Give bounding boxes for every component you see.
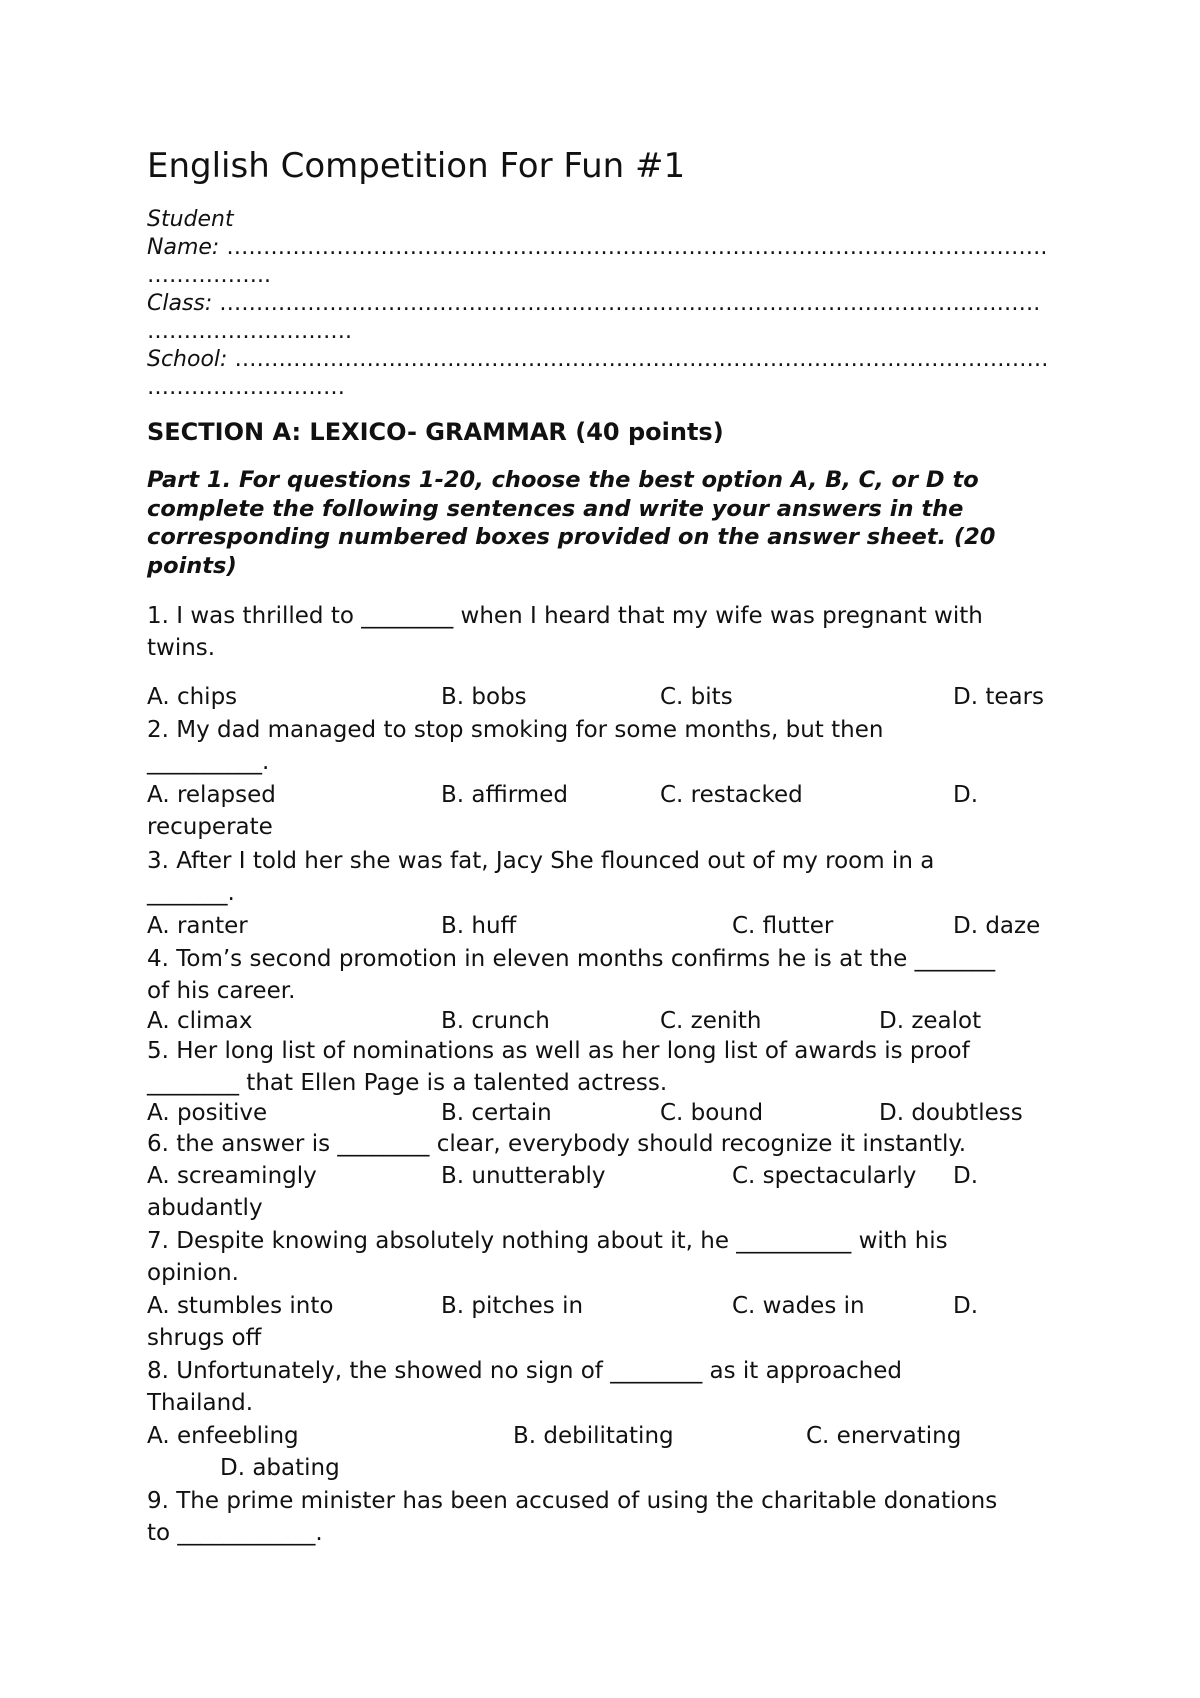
option-c: C. spectacularly — [732, 1163, 917, 1189]
class-field — [147, 290, 1040, 318]
student-label: Student — [147, 207, 234, 232]
question-text-continued: Thailand. — [147, 1390, 254, 1416]
option-d: D. — [953, 1163, 979, 1189]
option-b: B. debilitating — [513, 1423, 674, 1449]
question-text-continued: opinion. — [147, 1260, 239, 1286]
question-2 — [147, 714, 1047, 778]
question-text: 2. My dad managed to stop smoking for some months, but then — [147, 717, 884, 743]
option-b: B. bobs — [441, 684, 527, 710]
option-b: B. certain — [441, 1100, 552, 1126]
question-text-continued: twins. — [147, 635, 216, 661]
class-dots: …………………………………………………………………………………………………. — [219, 291, 1041, 316]
option-a: A. climax — [147, 1008, 253, 1034]
school-label: School: — [147, 347, 228, 372]
option-a: A. screamingly — [147, 1163, 317, 1189]
page-title: English Competition For Fun #1 — [147, 146, 686, 186]
option-d-continued: shrugs off — [147, 1325, 262, 1351]
question-8 — [147, 1355, 1047, 1419]
question-text-continued: of his career. — [147, 978, 296, 1004]
option-c: C. wades in — [732, 1293, 865, 1319]
part-instructions: Part 1. For questions 1-20, choose the best option A, B, C, or D to complete the following sentences and write your answers in the corresponding numbered boxes provided on the answer sheet. (20 points) — [147, 467, 996, 579]
option-a: A. ranter — [147, 913, 248, 939]
question-text: 8. Unfortunately, the showed no sign of ________ as it approached — [147, 1358, 903, 1384]
class-label: Class: — [147, 291, 213, 316]
section-heading: SECTION A: LEXICO- GRAMMAR (40 points) — [147, 418, 724, 446]
option-d-continued: recuperate — [147, 814, 273, 840]
option-d: D. tears — [953, 684, 1045, 710]
option-c: C. bits — [660, 684, 733, 710]
question-text: 4. Tom’s second promotion in eleven months confirms he is at the _______ — [147, 946, 996, 972]
option-c: C. zenith — [660, 1008, 762, 1034]
option-c: C. enervating — [806, 1423, 962, 1449]
question-text-continued: ________ that Ellen Page is a talented actress. — [147, 1070, 668, 1096]
question-9 — [147, 1485, 1047, 1549]
question-3 — [147, 845, 1047, 909]
name-label: Name: — [147, 235, 220, 260]
option-d: D. — [953, 782, 979, 808]
question-text: 6. the answer is ________ clear, everybody should recognize it instantly. — [147, 1131, 967, 1157]
option-a: A. enfeebling — [147, 1423, 299, 1449]
option-b: B. affirmed — [441, 782, 568, 808]
school-field — [147, 346, 1048, 374]
name-dots-continued: …………….. — [147, 263, 271, 288]
question-text: 5. Her long list of nominations as well as her long list of awards is proof — [147, 1038, 970, 1064]
option-d-continued: abudantly — [147, 1195, 263, 1221]
option-d: D. abating — [220, 1455, 340, 1481]
question-text-continued: to ____________. — [147, 1520, 323, 1546]
option-d: D. zealot — [879, 1008, 982, 1034]
school-dots-continued: ……………………… — [147, 375, 345, 400]
question-1 — [147, 600, 1047, 664]
name-dots: …………………………………………………………………………………………………. — [226, 235, 1048, 260]
school-dots: ………………………………………………………………………………………………… — [234, 347, 1049, 372]
option-c: C. flutter — [732, 913, 834, 939]
option-a: A. stumbles into — [147, 1293, 334, 1319]
option-c: C. bound — [660, 1100, 764, 1126]
question-4 — [147, 943, 1047, 1007]
question-text: 3. After I told her she was fat, Jacy She flounced out of my room in a — [147, 848, 935, 874]
question-text: 1. I was thrilled to ________ when I heard that my wife was pregnant with — [147, 603, 983, 629]
option-b: B. unutterably — [441, 1163, 606, 1189]
option-b: B. huff — [441, 913, 517, 939]
option-a: A. relapsed — [147, 782, 276, 808]
option-a: A. positive — [147, 1100, 268, 1126]
question-5 — [147, 1035, 1047, 1099]
option-d: D. daze — [953, 913, 1041, 939]
option-c: C. restacked — [660, 782, 803, 808]
question-text: 9. The prime minister has been accused of using the charitable donations — [147, 1488, 998, 1514]
option-b: B. crunch — [441, 1008, 550, 1034]
class-dots-continued: ………………………. — [147, 319, 352, 344]
question-7 — [147, 1225, 1047, 1289]
question-text-continued: __________. — [147, 749, 270, 775]
name-field — [147, 234, 1047, 262]
option-d: D. — [953, 1293, 979, 1319]
question-text: 7. Despite knowing absolutely nothing about it, he __________ with his — [147, 1228, 948, 1254]
option-a: A. chips — [147, 684, 238, 710]
question-text-continued: _______. — [147, 880, 235, 906]
question-6 — [147, 1128, 1047, 1160]
option-d: D. doubtless — [879, 1100, 1023, 1126]
option-b: B. pitches in — [441, 1293, 584, 1319]
